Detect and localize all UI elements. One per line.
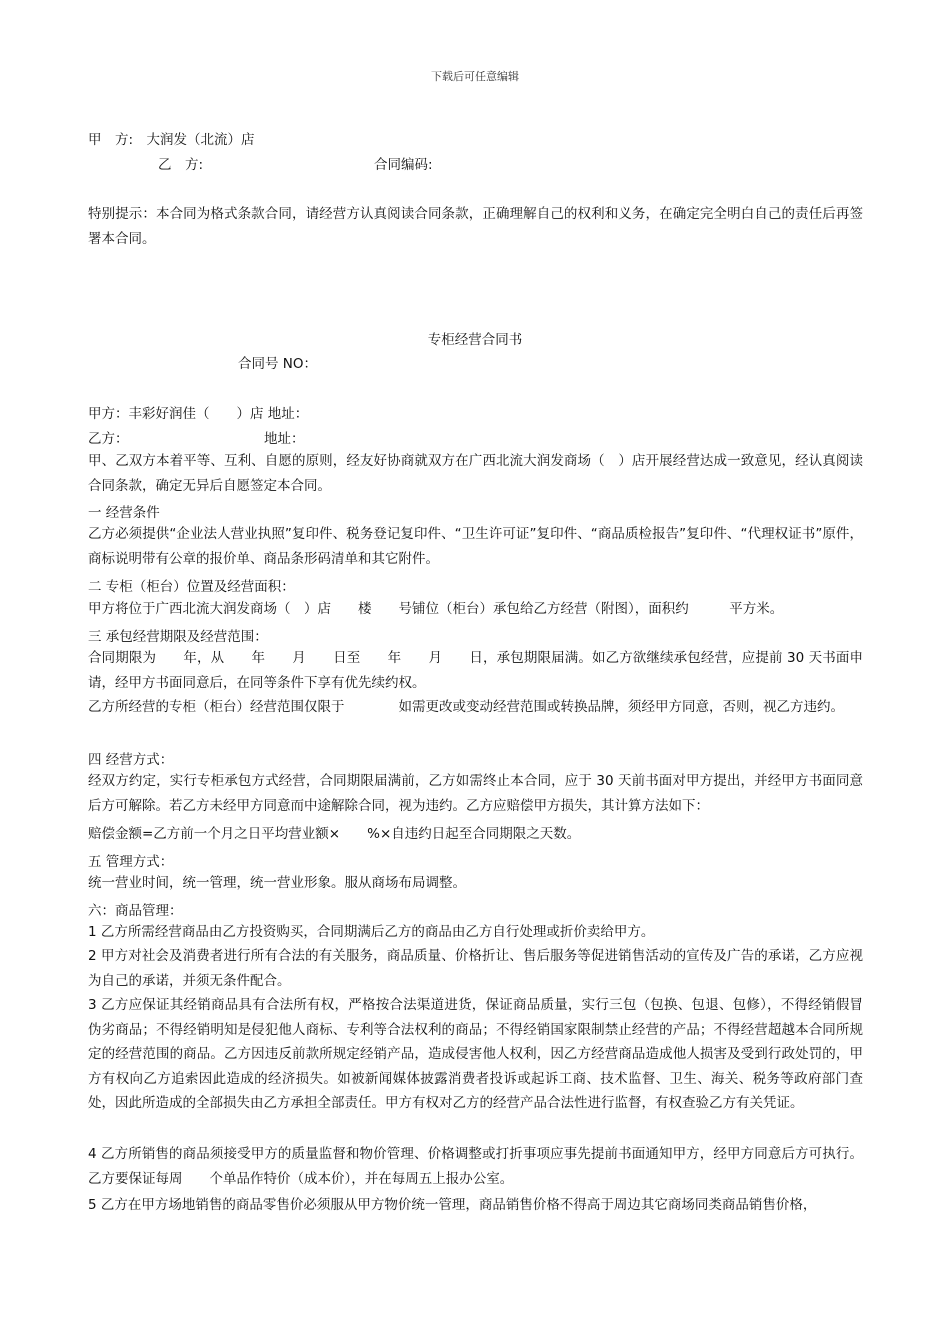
section-6-item-3: 3 乙方应保证其经销商品具有合法所有权，严格按合法渠道进货，保证商品质量，实行三包（包换、包退、包修），不得经销假冒伪劣商品；不得经销明知是侵犯他人商标、专利等合法权利的商品；不得经销国家限制禁止经营的产品；不得经营超越本合同所规定的经营范围的商品。乙方因违反前款所规定经销产品，造成侵害他人权利，因乙方经营商品造成他人损害及受到行政处罚的，甲方有权向乙方追索因此造成的经济损失。如被新闻媒体披露消费者投诉或起诉工商、技术监督、卫生、海关、税务等政府部门查处，因此所造成的全部损失由乙方承担全部责任。甲方有权对乙方的经营产品合法性进行监督，有权查验乙方有关凭证。 [88,997,863,1111]
section-1-title: 一 经营条件 [88,505,160,521]
section-2-title: 二 专柜（柜台）位置及经营面积： [88,579,295,595]
section-6-item-1: 1 乙方所需经营商品由乙方投资购买，合同期满后乙方的商品由乙方自行处理或折价卖给甲方。 [88,924,655,940]
section-4-title: 四 经营方式： [88,752,174,768]
cover-party-a: 甲 方: 大润发（北流）店 [88,132,255,148]
cover-party-b: 乙 方: [158,157,204,173]
special-notice: 特别提示：本合同为格式条款合同，请经营方认真阅读合同条款，正确理解自己的权利和义务，在确定完全明白自己的责任后再签署本合同。 [88,206,863,247]
page-header-note: 下载后可任意编辑 [431,70,519,83]
section-3-body-1: 合同期限为 年，从 年 月 日至 年 月 日，承包期限届满。如乙方欲继续承包经营，应提前 30 天书面申请，经甲方书面同意后，在同等条件下享有优先续约权。 [88,650,863,691]
section-5-title: 五 管理方式： [88,854,174,870]
section-6-item-5: 5 乙方在甲方场地销售的商品零售价必须服从甲方物价统一管理，商品销售价格不得高于周边其它商场同类商品销售价格， [88,1197,817,1213]
intro-paragraph: 甲、乙双方本着平等、互利、自愿的原则，经友好协商就双方在广西北流大润发商场（ ）店开展经营达成一致意见，经认真阅读合同条款，确定无异后自愿签定本合同。 [88,453,863,494]
section-4-body: 经双方约定，实行专柜承包方式经营，合同期限届满前，乙方如需终止本合同，应于 30 天前书面对甲方提出，并经甲方书面同意后方可解除。若乙方未经甲方同意而中途解除合同，视为违约。乙方应赔偿甲方损失，其计算方法如下： [88,773,863,814]
party-b-address: 地址： [264,431,305,447]
section-6-item-4: 4 乙方所销售的商品须接受甲方的质量监督和物价管理、价格调整或打折事项应事先提前书面通知甲方，经甲方同意后方可执行。乙方要保证每周 个单品作特价（成本价），并在每周五上报办公室。 [88,1146,863,1187]
party-a-line: 甲方：丰彩好润佳（ ）店 地址： [88,406,309,422]
section-3-body-2: 乙方所经营的专柜（柜台）经营范围仅限于 如需更改或变动经营范围或转换品牌，须经甲方同意，否则，视乙方违约。 [88,699,844,715]
section-2-body: 甲方将位于广西北流大润发商场（ ）店 楼 号铺位（柜台）承包给乙方经营（附图），面积约 平方米。 [88,601,784,617]
section-1-body: 乙方必须提供“企业法人营业执照”复印件、税务登记复印件、“卫生许可证”复印件、“商品质检报告”复印件、“代理权证书”原件，商标说明带有公章的报价单、商品条形码清单和其它附件。 [88,526,863,567]
section-6-item-2: 2 甲方对社会及消费者进行所有合法的有关服务，商品质量、价格折让、售后服务等促进销售活动的宣传及广告的承诺，乙方应视为自己的承诺，并须无条件配合。 [88,948,863,989]
party-b-label: 乙方： [88,431,129,447]
document-title: 专柜经营合同书 [427,332,523,348]
contract-number: 合同号 NO： [238,356,318,372]
section-5-body: 统一营业时间，统一管理，统一营业形象。服从商场布局调整。 [88,875,466,891]
section-3-title: 三 承包经营期限及经营范围： [88,629,268,645]
contract-code-label: 合同编码: [374,157,433,173]
section-4-formula: 赔偿金额=乙方前一个月之日平均营业额× %×自违约日起至合同期限之天数。 [88,826,581,842]
section-6-title: 六：商品管理： [88,903,183,919]
